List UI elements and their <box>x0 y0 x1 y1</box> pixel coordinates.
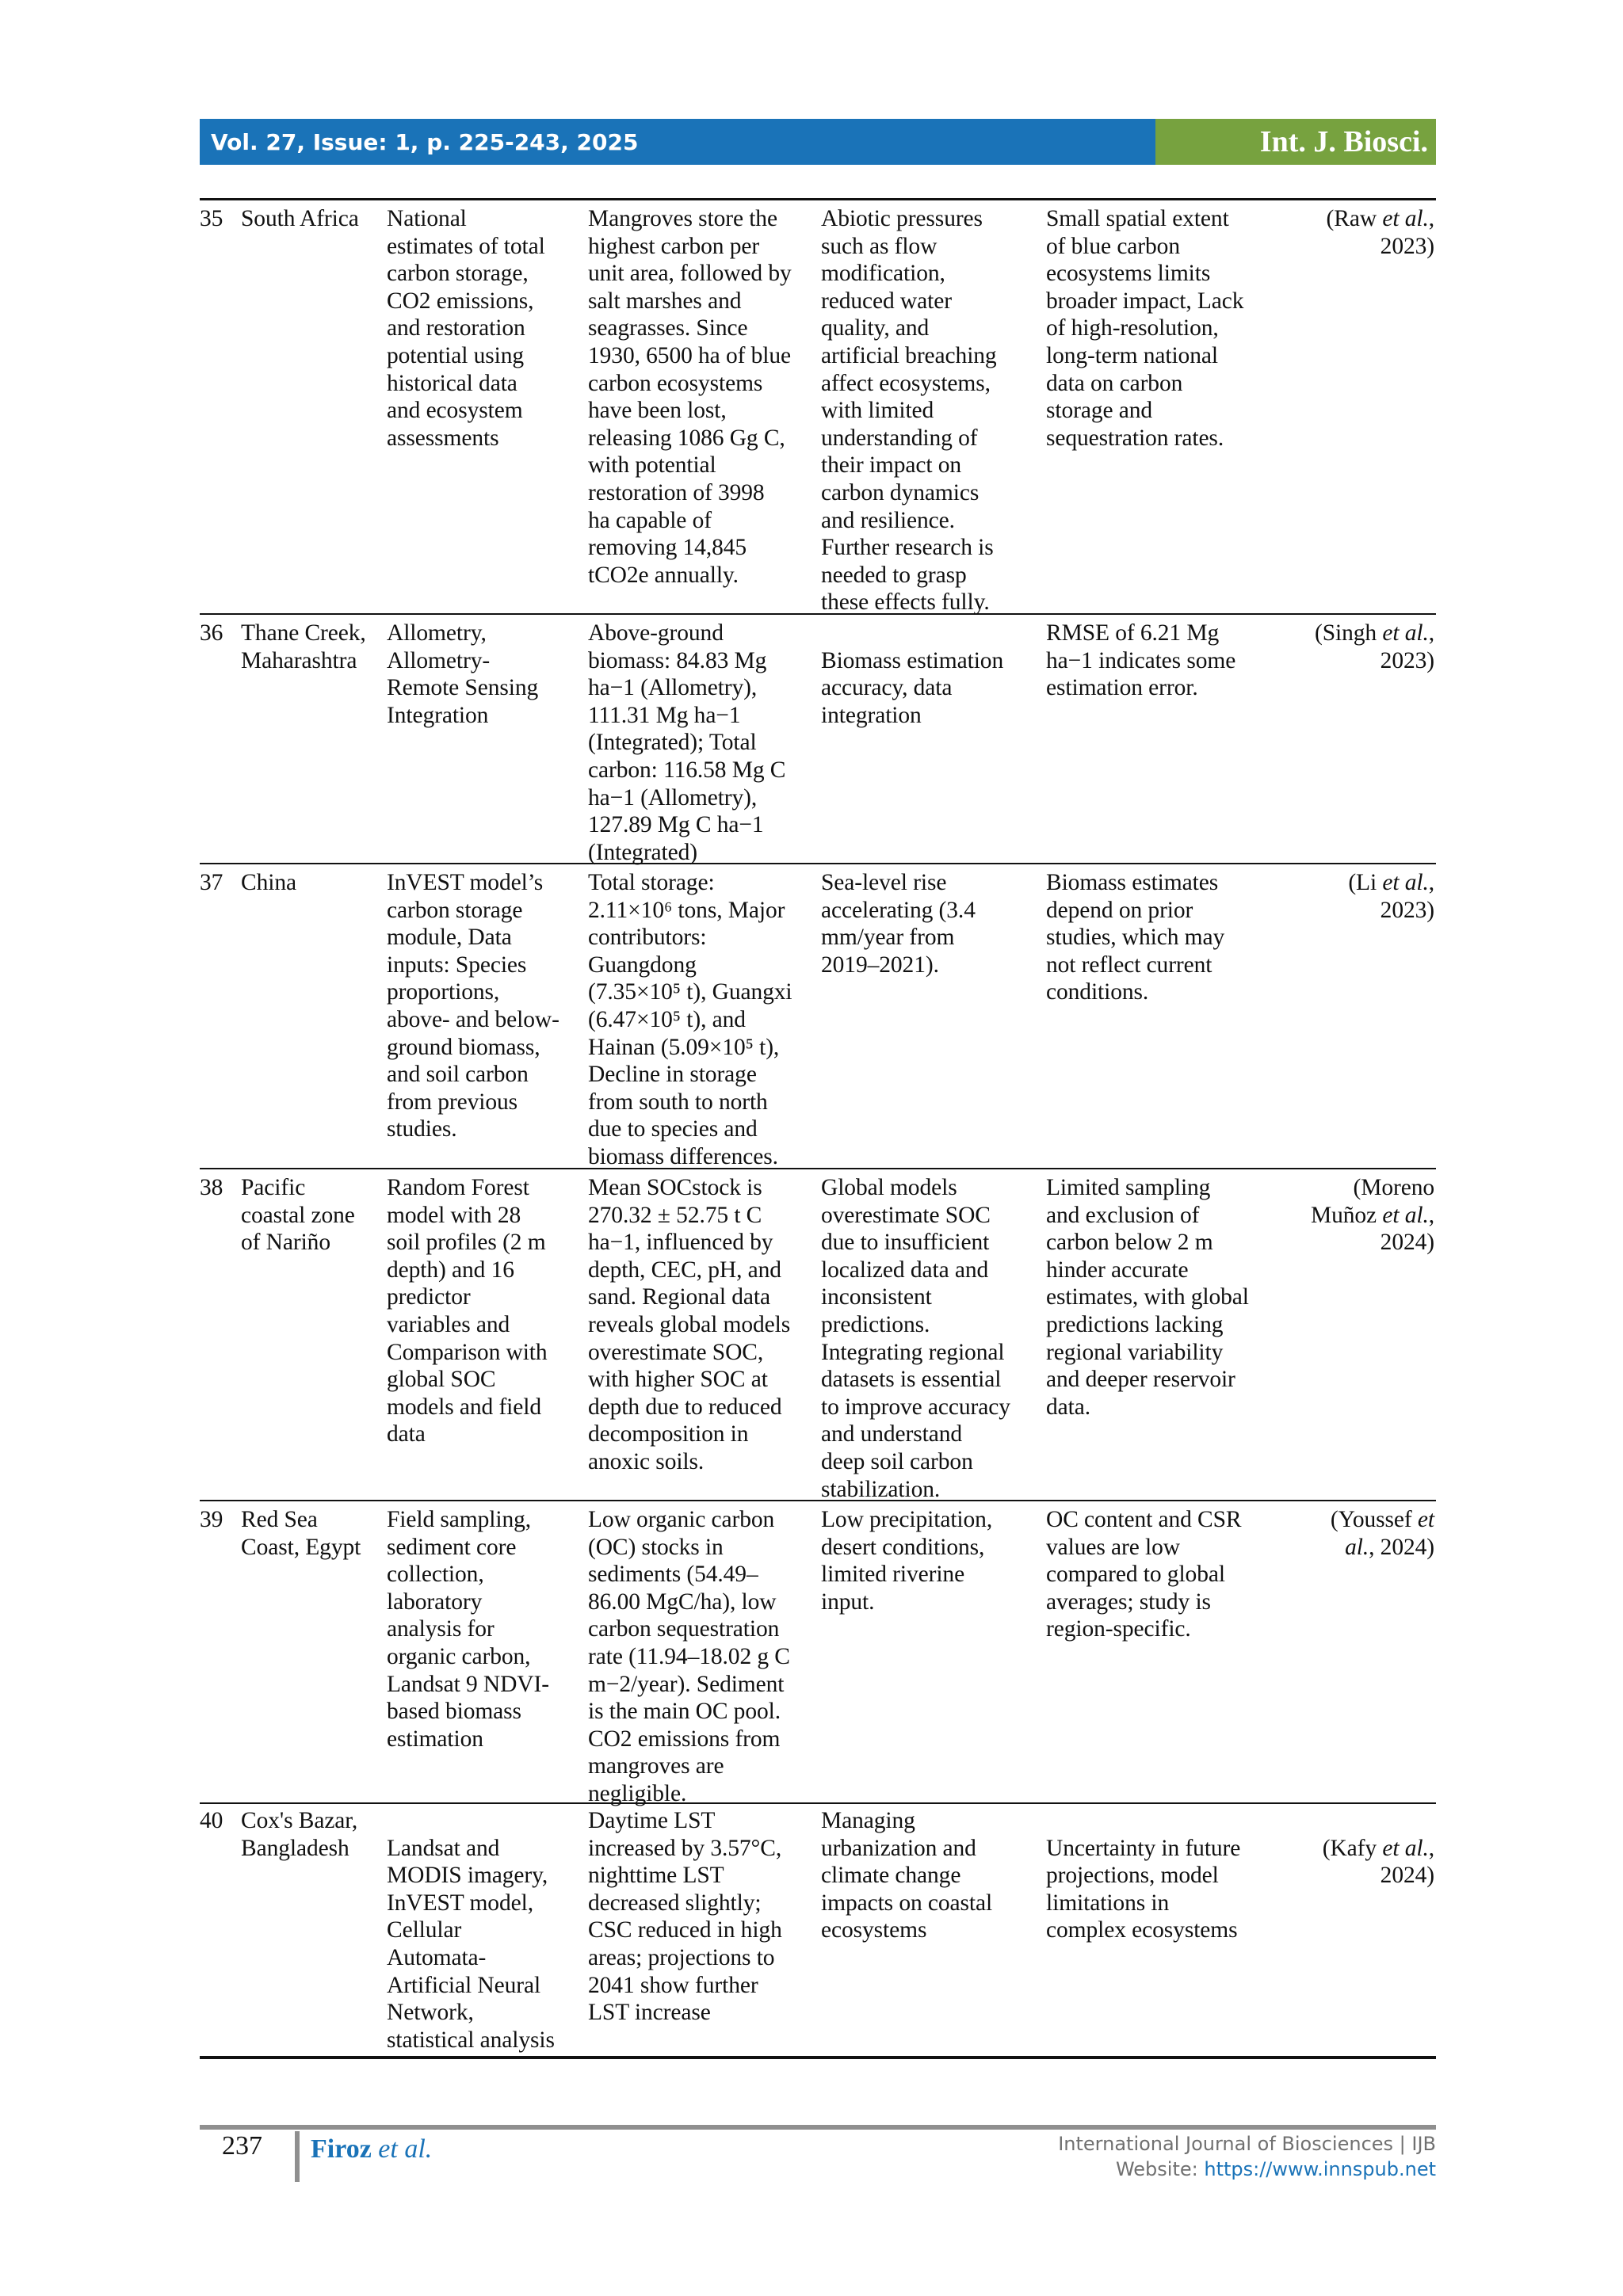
reference-year: , 2023) <box>1380 206 1434 259</box>
limitations-cell: Uncertainty in future projections, model limitations in complex ecosystems <box>1046 1835 1241 1943</box>
method-cell: Allometry, Allometry- Remote Sensing Integration <box>387 620 539 728</box>
row-number: 39 <box>200 1507 223 1532</box>
location-cell: Cox's Bazar, Bangladesh <box>241 1808 358 1861</box>
volume-banner: Vol. 27, Issue: 1, p. 225-243, 2025 <box>200 119 1155 165</box>
footer-divider <box>295 2131 300 2182</box>
reference-etal: et al. <box>1382 206 1429 231</box>
challenges-cell: Biomass estimation accuracy, data integration <box>821 647 1004 728</box>
journal-footer <box>1058 2131 1436 2182</box>
limitations-cell: Limited sampling and exclusion of carbon below 2 m hinder accurate estimates, with global predictions lacking regional variability and deeper reservoir data. <box>1046 1175 1249 1420</box>
table-row <box>200 1169 1436 1501</box>
row-number: 40 <box>200 1808 223 1833</box>
location-cell: South Africa <box>241 206 359 231</box>
running-author <box>311 2134 432 2164</box>
reference-year: , 2024) <box>1380 1202 1434 1256</box>
reference-etal: et al. <box>1382 870 1429 895</box>
reference-cell <box>1290 1174 1434 1257</box>
findings-cell: Low organic carbon (OC) stocks in sediments (54.49– 86.00 MgC/ha), low carbon sequestration rate (11.94–18.02 g C m−2/year). Sediment is the main OC pool. CO2 emissions from mangroves are negligible. <box>588 1507 790 1806</box>
method-cell: InVEST model’s carbon storage module, Data inputs: Species proportions, above- and below- ground biomass, and soil carbon from previous studies. <box>387 870 559 1142</box>
reference-etal: et al. <box>1382 1835 1429 1861</box>
reference-cell <box>1290 205 1434 260</box>
reference-year: , 2024) <box>1369 1534 1434 1560</box>
reference-etal: et al. <box>1382 1202 1429 1228</box>
row-number: 38 <box>200 1175 223 1200</box>
table-row <box>200 200 1436 615</box>
page-header <box>200 119 1436 165</box>
findings-cell: Daytime LST increased by 3.57°C, nighttime LST decreased slightly; CSC reduced in high areas; projections to 2041 show further LST increase <box>588 1808 782 2026</box>
challenges-cell: Managing urbanization and climate change impacts on coastal ecosystems <box>821 1808 993 1943</box>
journal-banner: Int. J. Biosci. <box>1155 119 1436 165</box>
row-number: 35 <box>200 206 223 231</box>
location-cell: Pacific coastal zone of Nariño <box>241 1175 355 1256</box>
challenges-cell: Sea-level rise accelerating (3.4 mm/year from 2019–2021). <box>821 870 976 978</box>
method-cell: Random Forest model with 28 soil profiles (2 m depth) and 16 predictor variables and Comparison with global SOC models and field data <box>387 1175 548 1447</box>
table-row <box>200 615 1436 864</box>
reference-author: (Raw <box>1326 206 1383 231</box>
table-row <box>200 1501 1436 1804</box>
row-number: 37 <box>200 870 223 895</box>
limitations-cell: OC content and CSR values are low compared to global averages; study is region-specific. <box>1046 1507 1242 1642</box>
website-label: Website: <box>1115 2158 1205 2180</box>
reference-etal: et al. <box>1382 620 1429 646</box>
location-cell: Red Sea Coast, Egypt <box>241 1507 361 1560</box>
method-cell: National estimates of total carbon storage, CO2 emissions, and restoration potential using historical data and ecosystem assessments <box>387 206 545 451</box>
limitations-cell: Biomass estimates depend on prior studies, which may not reflect current conditions. <box>1046 870 1225 1005</box>
row-number: 36 <box>200 620 223 646</box>
reference-author: (Singh <box>1314 620 1383 646</box>
challenges-cell: Global models overestimate SOC due to insufficient localized data and inconsistent predictions. Integrating regional datasets is essential to improve accuracy and understand deep soil carbon stabilization. <box>821 1175 1010 1502</box>
reference-year: , 2023) <box>1380 870 1434 923</box>
location-cell: China <box>241 870 296 895</box>
footer-rule <box>200 2125 1436 2130</box>
reference-author: (Youssef <box>1330 1507 1418 1532</box>
reference-cell <box>1290 1506 1434 1561</box>
author-etal: et al. <box>371 2134 433 2164</box>
limitations-cell: Small spatial extent of blue carbon ecosystems limits broader impact, Lack of high-resolution, long-term national data on carbon storage and sequestration rates. <box>1046 206 1244 451</box>
reference-author: (Moreno Muñoz <box>1310 1175 1434 1228</box>
reference-year: , 2024) <box>1380 1835 1434 1889</box>
challenges-cell: Low precipitation, desert conditions, limited riverine input. <box>821 1507 993 1615</box>
reference-year: , 2023) <box>1380 620 1434 673</box>
website-link[interactable]: https://www.innspub.net <box>1204 2158 1436 2180</box>
reference-cell <box>1290 1807 1434 1890</box>
reference-etal: et al. <box>1345 1507 1434 1560</box>
page-number: 237 <box>222 2131 262 2161</box>
challenges-cell: Abiotic pressures such as flow modification, reduced water quality, and artificial breaching affect ecosystems, with limited understanding of their impact on carbon dynamics and resilience. Further research is needed to grasp these effects fully. <box>821 206 997 616</box>
findings-cell: Above-ground biomass: 84.83 Mg ha−1 (Allometry), 111.31 Mg ha−1 (Integrated); Total carbon: 116.58 Mg C ha−1 (Allometry), 127.89 Mg C ha−1 (Integrated) <box>588 620 786 865</box>
journal-name: International Journal of Biosciences | IJB <box>1058 2133 1436 2155</box>
method-cell: Landsat and MODIS imagery, InVEST model, Cellular Automata- Artificial Neural Network, statistical analysis <box>387 1835 555 2053</box>
table-row <box>200 864 1436 1169</box>
reference-author: (Kafy <box>1322 1835 1377 1861</box>
journal-website <box>1058 2157 1436 2182</box>
reference-author: (Li <box>1348 870 1383 895</box>
table-row <box>200 1804 1436 2059</box>
author-name: Firoz <box>311 2134 372 2164</box>
reference-cell <box>1290 620 1434 674</box>
findings-cell: Mean SOCstock is 270.32 ± 52.75 t C ha−1, influenced by depth, CEC, pH, and sand. Regional data reveals global models overestimate SOC, with higher SOC at depth due to reduced decomposition in anoxic soils. <box>588 1175 791 1474</box>
studies-table <box>200 198 1436 2059</box>
location-cell: Thane Creek, Maharashtra <box>241 620 366 673</box>
limitations-cell: RMSE of 6.21 Mg ha−1 indicates some estimation error. <box>1046 620 1236 701</box>
reference-cell <box>1290 869 1434 924</box>
method-cell: Field sampling, sediment core collection, laboratory analysis for organic carbon, Landsat 9 NDVI- based biomass estimation <box>387 1507 549 1752</box>
findings-cell: Mangroves store the highest carbon per unit area, followed by salt marshes and seagrasses. Since 1930, 6500 ha of blue carbon ecosystems have been lost, releasing 1086 Gg C, with potential restoration of 3998 ha capable of removing 14,845 tCO2e annually. <box>588 206 792 588</box>
findings-cell: Total storage: 2.11×10⁶ tons, Major contributors: Guangdong (7.35×10⁵ t), Guangxi (6.47×10⁵ t), and Hainan (5.09×10⁵ t), Decline in storage from south to north due to species and biomass differences. <box>588 870 792 1169</box>
